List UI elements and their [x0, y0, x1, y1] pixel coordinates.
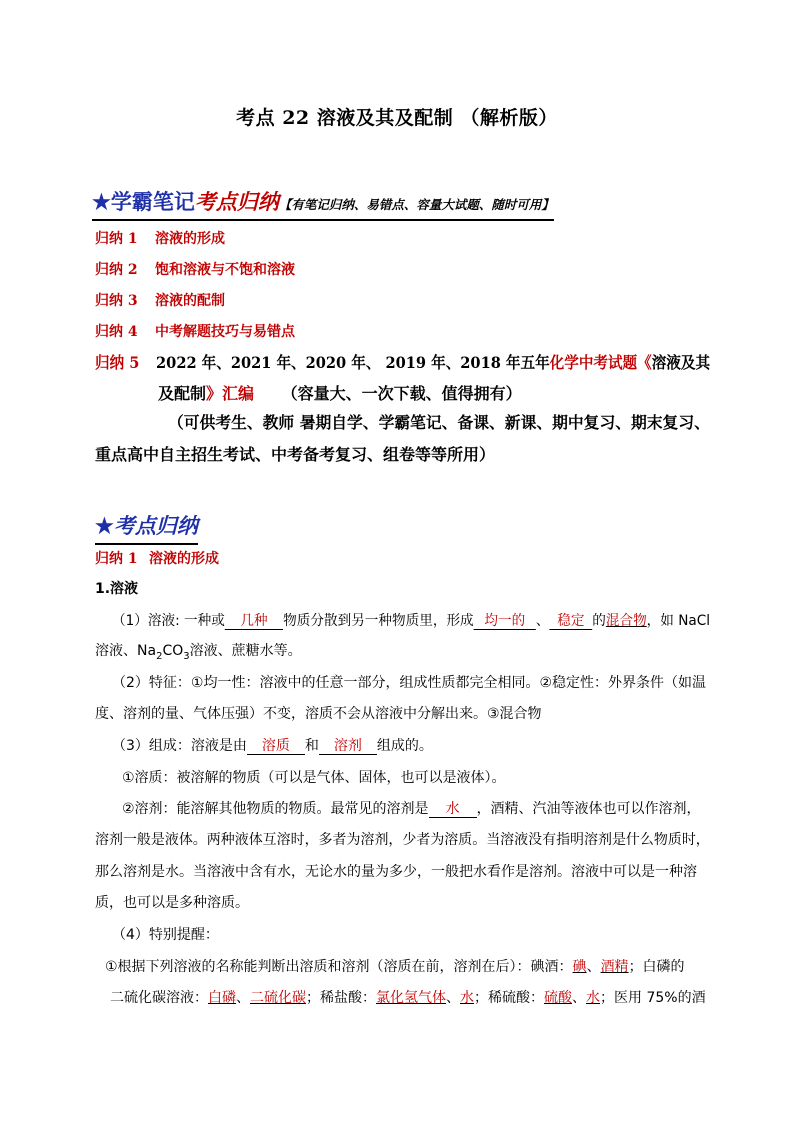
toc-label: 归纳 2 [95, 262, 138, 278]
text-run: ，如 NaCl [646, 613, 711, 629]
toc5-line1b: 化学中考试题《 [549, 353, 652, 372]
text-run: 二硫化碳溶液： [110, 990, 208, 1006]
banner-part1: 学霸笔记 [110, 189, 195, 214]
text-run: 、 [586, 959, 601, 975]
text-run: 、 [446, 990, 460, 1006]
toc-text: 溶液的形成 [155, 231, 225, 247]
answer-blank: 水 [429, 801, 477, 818]
toc-text: 中考解题技巧与易错点 [155, 324, 295, 340]
answer-text: 碘 [572, 959, 587, 975]
text-run: 溶液、Na [95, 643, 157, 659]
star-icon: ★ [95, 513, 114, 538]
text-run: （1）溶液: 一种或 [112, 613, 225, 629]
toc-item-3 [95, 290, 225, 310]
text-run: ②溶剂：能溶解其他物质的物质。最常见的溶剂是 [122, 801, 429, 817]
text-run: 物质分散到另一种物质里，形成 [283, 613, 474, 629]
sub-heading-label: 归纳 1 [95, 551, 138, 567]
toc5-line4: 重点高中自主招生考试、中考备考复习、组卷等等所用） [95, 445, 496, 464]
answer-text: 硫酸 [544, 990, 572, 1006]
sub-heading [95, 548, 219, 568]
toc-text: 溶液的配制 [155, 293, 225, 309]
toc5-line3: （可供考生、教师 暑期自学、学霸笔记、备课、新课、期中复习、期末复习、 [168, 413, 710, 432]
toc-item-5-line2 [158, 381, 522, 404]
text-run: ，酒精、汽油等液体也可以作溶剂， [476, 801, 701, 817]
toc5-line2b: 》汇编 [206, 384, 255, 403]
answer-blank: 稳定 [549, 613, 592, 630]
answer-text: 水 [460, 990, 474, 1006]
toc5-line2a: 及配制 [158, 384, 207, 403]
answer-text: 水 [586, 990, 600, 1006]
toc-label: 归纳 5 [95, 353, 140, 372]
text-run: 、 [535, 613, 550, 629]
paragraph-6-line2: 溶剂一般是液体。两种液体互溶时，多者为溶剂，少者为溶质。当溶液没有指明溶剂是什么物质时， [95, 832, 710, 848]
subscript: 2 [156, 650, 163, 662]
text-run: 、 [572, 990, 586, 1006]
text-run: ；白磷的 [628, 959, 685, 975]
star-icon: ★ [92, 189, 111, 214]
text-run: ①根据下列溶液的名称能判断出溶质和溶剂（溶质在前，溶剂在后）：碘酒： [105, 959, 573, 975]
paragraph-3-line1: （2）特征：①均一性：溶液中的任意一部分，组成性质都完全相同。②稳定性：外界条件（如温 [112, 675, 707, 691]
toc-item-5-line1 [95, 350, 710, 373]
banner-part2: 考点归纳 [194, 189, 279, 214]
text-run: （3）组成：溶液是由 [112, 738, 247, 754]
answer-blank: 几种 [225, 613, 283, 630]
answer-blank: 溶剂 [319, 738, 377, 755]
page-title: 考点 22 溶液及其及配制 （解析版） [236, 107, 558, 129]
paragraph-5: ①溶质：被溶解的物质（可以是气体、固体，也可以是液体）。 [122, 770, 506, 786]
answer-blank: 均一的 [474, 613, 536, 630]
text-run: ；医用 75%的酒 [600, 990, 706, 1006]
text-run: 溶液、蔗糖水等。 [189, 643, 302, 659]
toc-label: 归纳 3 [95, 293, 138, 309]
answer-text: 二硫化碳 [250, 990, 306, 1006]
paragraph-6-line4: 质，也可以是多种溶质。 [95, 895, 249, 911]
notes-banner [92, 186, 554, 221]
text-run: ；稀盐酸： [306, 990, 376, 1006]
answer-blank: 溶质 [247, 738, 305, 755]
paragraph-2-line2 [95, 640, 302, 668]
paragraph-6-line3: 那么溶剂是水。当溶液中含有水，无论水的量为多少，一般把水看作是溶剂。溶液中可以是一种溶 [95, 864, 697, 880]
paragraph-8-line2 [110, 987, 706, 1009]
text-run: 的 [592, 613, 606, 629]
toc-text: 饱和溶液与不饱和溶液 [155, 262, 295, 278]
answer-text: 白磷 [208, 990, 236, 1006]
paragraph-8-line1 [105, 956, 685, 978]
text-run: 组成的。 [376, 738, 433, 754]
answer-text: 氯化氢气体 [376, 990, 446, 1006]
subscript: 3 [183, 650, 190, 662]
banner-part3: 【有笔记归纳、易错点、容量大试题、随时可用】 [278, 197, 554, 212]
paragraph-4 [112, 735, 433, 757]
text-run: 、 [236, 990, 250, 1006]
toc5-line2c: （容量大、一次下载、值得拥有） [281, 384, 522, 403]
toc5-line1c: 溶液及其 [651, 353, 711, 372]
text-run: ；稀硫酸： [474, 990, 544, 1006]
text-run: CO [162, 643, 184, 659]
paragraph-1: 1.溶液 [95, 581, 139, 597]
section-heading-text: 考点归纳 [113, 513, 198, 538]
toc5-line1a: 2022 年、2021 年、2020 年、 2019 年、2018 年五年 [156, 353, 550, 372]
toc-label: 归纳 1 [95, 231, 138, 247]
paragraph-6-line1 [122, 798, 701, 820]
paragraph-3-line2: 度、溶剂的量、气体压强）不变，溶质不会从溶液中分解出来。③混合物 [95, 706, 542, 722]
toc-label: 归纳 4 [95, 324, 138, 340]
toc-item-2 [95, 259, 295, 279]
text-run: 和 [304, 738, 319, 754]
paragraph-7: （4）特别提醒： [112, 927, 219, 943]
sub-heading-text: 溶液的形成 [149, 551, 219, 567]
section-heading [95, 510, 198, 545]
toc-item-4 [95, 321, 295, 341]
answer-text: 混合物 [605, 613, 647, 629]
paragraph-2-line1 [112, 610, 710, 632]
answer-text: 酒精 [600, 959, 629, 975]
toc-item-1 [95, 228, 225, 248]
